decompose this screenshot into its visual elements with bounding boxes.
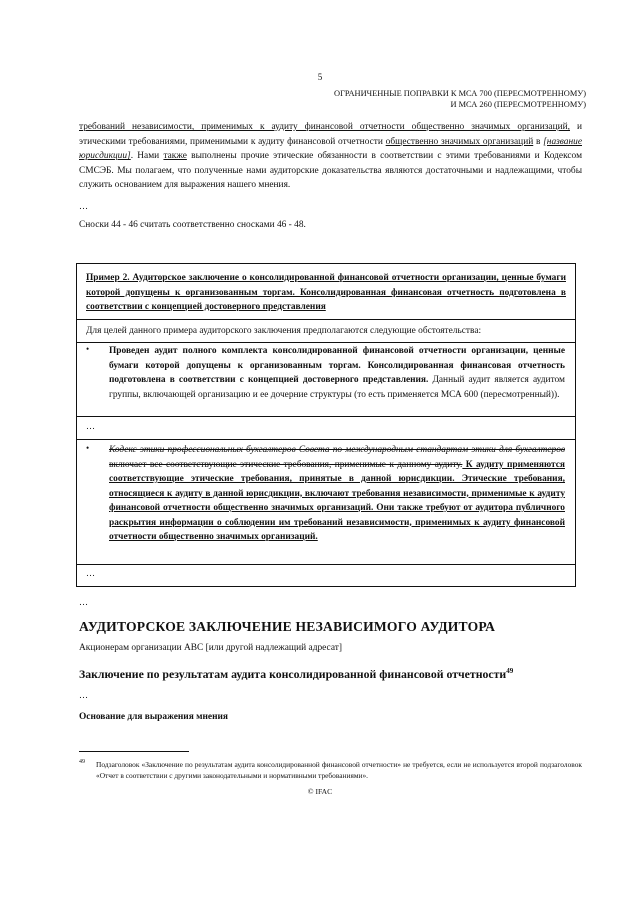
divider <box>77 319 575 320</box>
divider <box>77 342 575 343</box>
bullet-marker: • <box>86 443 90 453</box>
report-heading: АУДИТОРСКОЕ ЗАКЛЮЧЕНИЕ НЕЗАВИСИМОГО АУДИТОРА <box>79 619 496 634</box>
footnote-reference: 49 <box>506 667 514 676</box>
bullet-bold-text: Проведен аудит полного комплекта консолидированной финансовой отчетности организации, ценные бумаги которой допущены к организованным торгам. Консолидированная финансовая отчетность подготовлена в соответствии с концепцией достоверного представления. <box>109 346 565 385</box>
text-run: . Нами <box>130 151 164 162</box>
ellipsis: … <box>79 690 88 700</box>
text-run: выполнены прочие этические обязанности в соответствии с этими требованиями и Кодексом СМСЭБ. Мы полагаем, что полученные нами аудиторские доказательства являются достаточными и надлежащими, чтобы служить основанием для выражения нашего мнения. <box>79 151 582 191</box>
deleted-text: Кодекс этики профессиональных бухгалтеров Совета по международным стандартам этики для бухгалтеров <box>109 445 565 455</box>
inserted-text: требований независимости, применимых к аудиту финансовой отчетности общественно значимых организаций, <box>79 122 570 132</box>
text-run: в <box>533 136 544 147</box>
jurisdiction-placeholder: [название юрисдикции] <box>79 136 582 162</box>
inserted-text: общественно значимых организаций <box>385 136 534 147</box>
footnote-rule <box>79 751 189 752</box>
copyright: © IFAC <box>307 787 333 796</box>
inserted-text: также <box>163 151 187 162</box>
inserted-text: К аудиту применяются соответствующие этические требования, принятые в данной юрисдикции. Этические требования, относящиеся к аудиту в данной юрисдикции, включают требования независимости, применимые к аудиту финансовой отчетности общественно значимых организаций. Они также требуют от аудитора публичного раскрытия информации о соблюдении им требований независимости, применимых к аудиту финансовой отчетности общественно значимых организаций. <box>109 459 565 542</box>
footnote-renumbering-note: Сноски 44 - 46 считать соответственно сносками 46 - 48. <box>79 220 306 230</box>
footnote-number: 49 <box>79 759 85 765</box>
opinion-subheading <box>79 667 513 682</box>
paragraph-independence <box>79 120 582 193</box>
subheading-text: Заключение по результатам аудита консолидированной финансовой отчетности <box>79 667 507 681</box>
ellipsis: … <box>79 201 88 211</box>
example-title: Пример 2. Аудиторское заключение о консолидированной финансовой отчетности организации, ценные бумаги которой допущены к организованным торгам. Консолидированная финансовая отчетность подготовлена в соответствии с концепцией достоверного представления <box>86 273 566 312</box>
divider <box>77 564 575 565</box>
footnote-text: Подзаголовок «Заключение по результатам аудита консолидированной финансовой отчетности» не требуется, если не используется второй подзаголовок «Отчет в соответствии с другими законодательными и нормативными требованиями». <box>96 760 582 780</box>
page-number: 5 <box>317 72 323 82</box>
ellipsis: … <box>79 597 88 607</box>
bullet-ethical-requirements <box>109 443 565 545</box>
deleted-text: включает все соответствующие этические требования, применимые к данному аудиту. <box>109 459 463 470</box>
basis-heading: Основание для выражения мнения <box>79 712 228 722</box>
header-line-1: ОГРАНИЧЕННЫЕ ПОПРАВКИ К МСА 700 (ПЕРЕСМОТРЕННОМУ) <box>334 89 586 98</box>
divider <box>77 439 575 440</box>
running-header <box>334 88 586 110</box>
header-line-2: И МСА 260 (ПЕРЕСМОТРЕННОМУ) <box>450 100 586 109</box>
bullet-audit-scope <box>109 344 565 402</box>
example-intro: Для целей данного примера аудиторского заключения предполагаются следующие обстоятельства: <box>86 326 482 336</box>
ellipsis: … <box>86 421 95 431</box>
text-run: и этическими требованиями, применимыми к аудиту финансовой отчетности <box>79 122 582 147</box>
bullet-plain-text: Данный аудит является аудитом группы, включающей организацию и ее дочерние структуры (то есть применяется МСА 600 (пересмотренный)). <box>109 375 565 400</box>
ellipsis: … <box>86 568 95 578</box>
divider <box>77 416 575 417</box>
addressee: Акционерам организации ABC [или другой надлежащий адресат] <box>79 643 342 653</box>
bullet-marker: • <box>86 344 90 354</box>
example-box <box>76 263 576 587</box>
